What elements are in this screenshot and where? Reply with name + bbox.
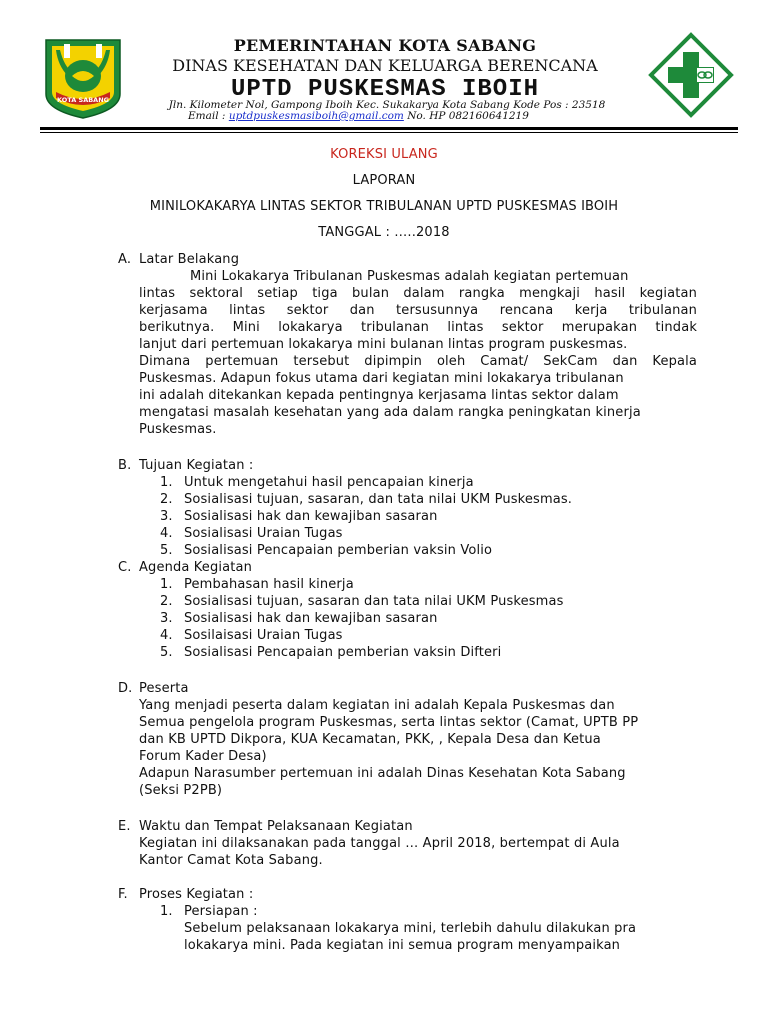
paragraph-line: Puskesmas. Adapun fokus utama dari kegiatan mini lokakarya tribulanan: [139, 371, 624, 386]
paragraph-line: ini adalah ditekankan kepada pentingnya kerjasama lintas sektor dalam: [139, 388, 619, 403]
section-letter: C.: [118, 560, 132, 575]
phone-number: No. HP 082160641219: [403, 110, 529, 122]
paragraph-line: Forum Kader Desa): [139, 749, 267, 764]
letterhead-line-agency: DINAS KESEHATAN DAN KELUARGA BERENCANA: [172, 56, 598, 75]
letterhead-line-government: PEMERINTAHAN KOTA SABANG: [233, 36, 537, 55]
letterhead-divider-thin: [40, 132, 738, 133]
section-letter: E.: [118, 819, 131, 834]
letterhead-divider-thick: [40, 127, 738, 130]
section-d-paragraph: [139, 697, 697, 799]
section-title: Peserta: [139, 681, 189, 696]
section-c-list: [160, 576, 564, 661]
list-item: 2. Sosialisasi tujuan, sasaran, dan tata nilai UKM Puskesmas.: [160, 492, 573, 507]
letterhead-contact: [188, 110, 608, 122]
paragraph-line: (Seksi P2PB): [139, 783, 223, 798]
letterhead-address: Jln. Kilometer Nol, Gampong Iboih Kec. Sukakarya Kota Sabang Kode Pos : 23518: [168, 99, 606, 111]
list-item: 4. Sosilaisasi Uraian Tugas: [160, 628, 343, 643]
list-item: 1. Untuk mengetahui hasil pencapaian kinerja: [160, 475, 474, 490]
section-letter: F.: [118, 887, 128, 902]
koreksi-label: KOREKSI ULANG: [330, 147, 438, 162]
paragraph-line: Mini Lokakarya Tribulanan Puskesmas adalah kegiatan pertemuan: [190, 269, 629, 284]
section-title: Tujuan Kegiatan :: [139, 458, 254, 473]
kota-sabang-emblem-icon: [42, 36, 124, 120]
sub-title: Persiapan :: [184, 904, 258, 919]
section-title: Latar Belakang: [139, 252, 240, 267]
section-a-paragraph: [139, 268, 697, 438]
section-e-paragraph: [139, 835, 697, 869]
list-item: 5. Sosialisasi Pencapaian pemberian vaksin Difteri: [160, 645, 502, 660]
sub-number: 1.: [160, 904, 173, 919]
paragraph-line: Dimana pertemuan tersebut dipimpin oleh Camat/ SekCam dan Kepala: [139, 354, 697, 369]
list-item: 3. Sosialisasi hak dan kewajiban sasaran: [160, 611, 438, 626]
list-item: 3. Sosialisasi hak dan kewajiban sasaran: [160, 509, 438, 524]
section-b-list: [160, 474, 572, 559]
section-title: Agenda Kegiatan: [139, 560, 252, 575]
email-label: Email :: [188, 110, 229, 122]
list-item: 2. Sosialisasi tujuan, sasaran dan tata nilai UKM Puskesmas: [160, 594, 564, 609]
paragraph-line: Kantor Camat Kota Sabang.: [139, 853, 323, 868]
letterhead: [130, 36, 640, 104]
paragraph-line: Adapun Narasumber pertemuan ini adalah Dinas Kesehatan Kota Sabang: [139, 766, 626, 781]
report-date: TANGGAL : …..2018: [318, 225, 450, 240]
section-title: Proses Kegiatan :: [139, 887, 254, 902]
report-title: LAPORAN: [352, 173, 416, 188]
section-f-subheading: [160, 903, 258, 920]
paragraph-line: Puskesmas.: [139, 422, 217, 437]
paragraph-line: berikutnya. Mini lokakarya tribulanan lintas sektor merupakan tindak: [139, 320, 697, 335]
section-letter: B.: [118, 458, 132, 473]
paragraph-line: Yang menjadi peserta dalam kegiatan ini adalah Kepala Puskesmas dan: [139, 698, 615, 713]
paragraph-line: kerjasama lintas sektor dan tersusunnya rencana kerja tribulanan: [139, 303, 697, 318]
emblem-ribbon-text: KOTA SABANG: [57, 96, 109, 104]
section-letter: D.: [118, 681, 133, 696]
paragraph-line: Kegiatan ini dilaksanakan pada tanggal … April 2018, bertempat di Aula: [139, 836, 620, 851]
paragraph-line: lintas sektoral setiap tiga bulan dalam rangka mengkaji hasil kegiatan: [139, 286, 697, 301]
list-item: 1. Pembahasan hasil kinerja: [160, 577, 354, 592]
section-title: Waktu dan Tempat Pelaksanaan Kegiatan: [139, 819, 413, 834]
letterhead-line-puskesmas: UPTD PUSKESMAS IBOIH: [230, 76, 540, 103]
puskesmas-cross-logo-icon: [648, 32, 734, 118]
section-letter: A.: [118, 252, 132, 267]
email-link[interactable]: uptdpuskesmasiboih@gmail.com: [228, 110, 404, 122]
paragraph-line: dan KB UPTD Dikpora, KUA Kecamatan, PKK, , Kepala Desa dan Ketua: [139, 732, 601, 747]
list-item: 4. Sosialisasi Uraian Tugas: [160, 526, 343, 541]
paragraph-line: Sebelum pelaksanaan lokakarya mini, terlebih dahulu dilakukan pra: [184, 921, 637, 936]
report-subtitle: MINILOKAKARYA LINTAS SEKTOR TRIBULANAN UPTD PUSKESMAS IBOIH: [149, 199, 619, 214]
section-f-paragraph: [184, 920, 704, 954]
paragraph-line: lokakarya mini. Pada kegiatan ini semua program menyampaikan: [184, 938, 621, 953]
paragraph-line: Semua pengelola program Puskesmas, serta lintas sektor (Camat, UPTB PP: [139, 715, 639, 730]
paragraph-line: lanjut dari pertemuan lokakarya mini bulanan lintas program puskesmas.: [139, 337, 628, 352]
paragraph-line: mengatasi masalah kesehatan yang ada dalam rangka peningkatan kinerja: [139, 405, 641, 420]
list-item: 5. Sosialisasi Pencapaian pemberian vaksin Volio: [160, 543, 493, 558]
